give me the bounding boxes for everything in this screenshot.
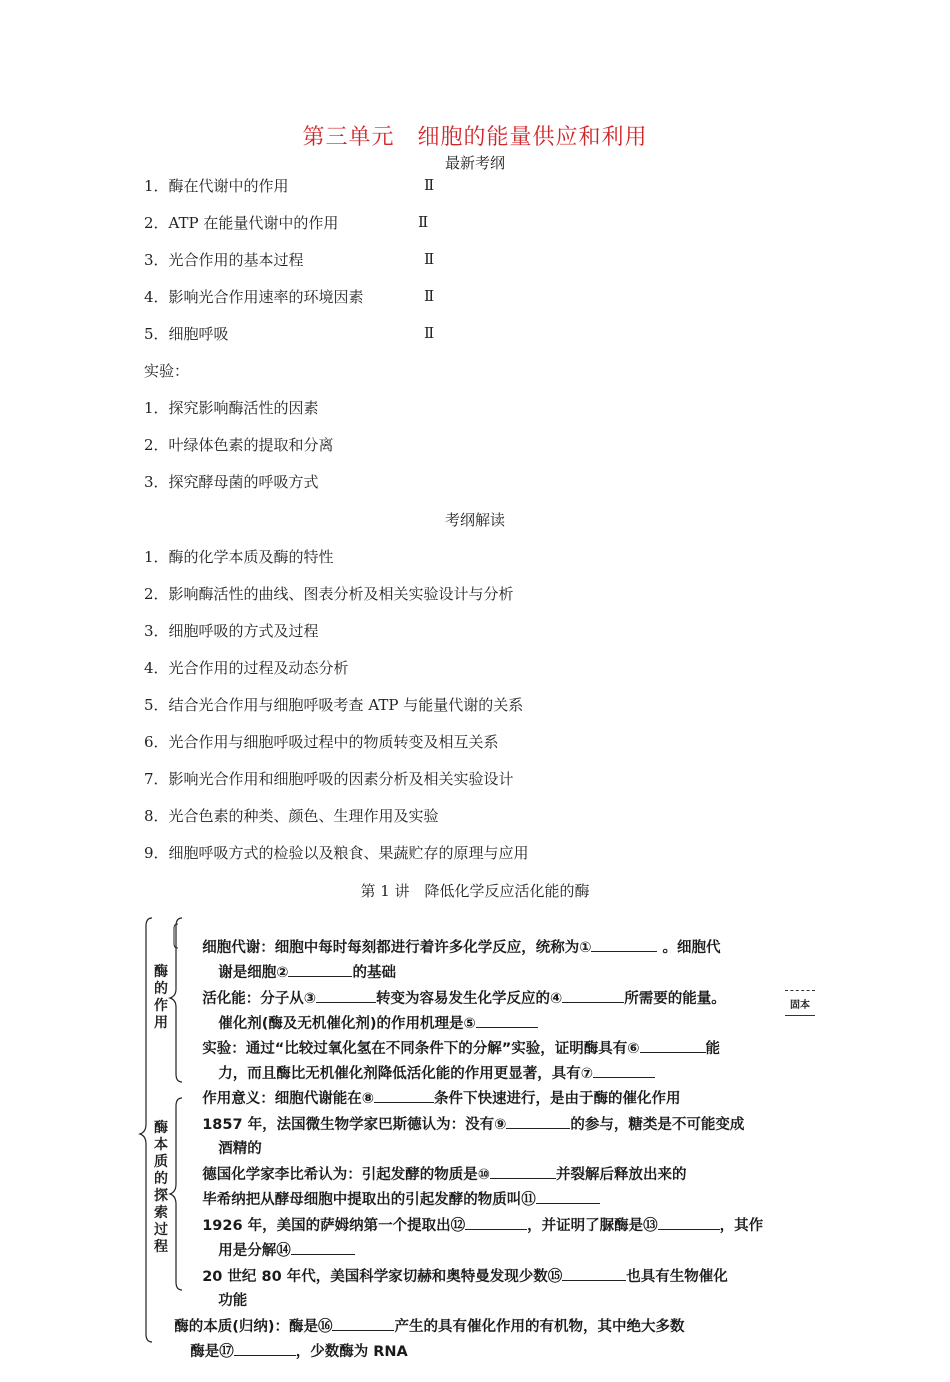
- fill-blank[interactable]: [234, 1341, 296, 1356]
- outline-level: Ⅱ: [424, 176, 435, 194]
- fill-blank[interactable]: [658, 1215, 720, 1230]
- diagram-line: 催化剂(酶及无机催化剂)的作用机理是⑤: [198, 993, 538, 1054]
- outline-level: Ⅱ: [424, 287, 435, 305]
- diagram-line: 酶的本质(归纳)：酶是⑯ 产生的具有催化作用的有机物，其中绝大多数: [154, 1296, 684, 1357]
- diagram-line: 谢是细胞② 的基础: [198, 942, 396, 1003]
- outline-level: Ⅱ: [418, 213, 429, 231]
- interpretation-item: 6．光合作用与细胞呼吸过程中的物质转变及相互关系: [144, 733, 499, 751]
- diagram-line: 力，而且酶比无机催化剂降低活化能的作用更显著，具有⑦: [198, 1043, 655, 1104]
- interpretation-item: 3．细胞呼吸的方式及过程: [144, 622, 319, 640]
- interpretation-heading: 考纲解读: [444, 511, 505, 529]
- fill-blank[interactable]: [506, 1114, 570, 1129]
- experiment-item: 2．叶绿体色素的提取和分离: [144, 436, 334, 454]
- outline-item: 2．ATP 在能量代谢中的作用: [144, 214, 339, 232]
- page-title: 第三单元 细胞的能量供应和利用: [302, 125, 648, 150]
- diagram-line: 德国化学家李比希认为：引起发酵的物质是⑩ 并裂解后释放出来的: [182, 1144, 686, 1205]
- outline-item: 5．细胞呼吸: [144, 325, 229, 343]
- diagram-line: 1857 年，法国微生物学家巴斯德认为：没有⑨ 的参与，糖类是不可能变成: [182, 1094, 744, 1155]
- diagram-line: 酒精的: [218, 1141, 262, 1157]
- diagram-line: 活化能：分子从③ 转变为容易发生化学反应的④ 所需要的能量。: [182, 968, 726, 1029]
- diagram-line: 细胞代谢：细胞中每时每刻都进行着许多化学反应，统称为① 。细胞代: [182, 917, 721, 978]
- group-label-enzyme-essence: 酶本质的探索过程: [154, 1120, 168, 1255]
- side-tag-text: 固本: [790, 1000, 810, 1011]
- diagram-line: 实验：通过“比较过氧化氢在不同条件下的分解”实验，证明酶具有⑥ 能: [182, 1018, 720, 1079]
- experiment-item: 1．探究影响酶活性的因素: [144, 399, 319, 417]
- lecture-title: 第 1 讲 降低化学反应活化能的酶: [360, 882, 590, 900]
- interpretation-item: 9．细胞呼吸方式的检验以及粮食、果蔬贮存的原理与应用: [144, 844, 529, 862]
- outline-item: 3．光合作用的基本过程: [144, 251, 304, 269]
- outline-level: Ⅱ: [424, 250, 435, 268]
- interpretation-item: 1．酶的化学本质及酶的特性: [144, 548, 334, 566]
- outline-item: 4．影响光合作用速率的环境因素: [144, 288, 364, 306]
- diagram-line: 酶是⑰ ，少数酶为 RNA: [170, 1321, 408, 1382]
- outline-heading: 最新考纲: [444, 154, 505, 172]
- fill-blank[interactable]: [562, 988, 624, 1003]
- experiment-item: 3．探究酵母菌的呼吸方式: [144, 473, 319, 491]
- experiment-label: 实验：: [144, 362, 190, 380]
- interpretation-item: 7．影响光合作用和细胞呼吸的因素分析及相关实验设计: [144, 770, 514, 788]
- diagram-line: 1926 年，美国的萨姆纳第一个提取出⑫ ，并证明了脲酶是⑬ ，其作: [182, 1195, 763, 1256]
- interpretation-item: 8．光合色素的种类、颜色、生理作用及实验: [144, 807, 439, 825]
- fill-blank[interactable]: [591, 937, 657, 952]
- interpretation-item: 5．结合光合作用与细胞呼吸考查 ATP 与能量代谢的关系: [144, 696, 524, 714]
- diagram-line: 功能: [218, 1293, 248, 1309]
- diagram-line: 作用意义：细胞代谢能在⑧ 条件下快速进行，是由于酶的催化作用: [182, 1068, 680, 1129]
- group-label-enzyme-function: 酶的作用: [154, 964, 168, 1031]
- interpretation-item: 4．光合作用的过程及动态分析: [144, 659, 349, 677]
- diagram-line: 用是分解⑭: [198, 1220, 355, 1281]
- outline-item: 1．酶在代谢中的作用: [144, 177, 289, 195]
- fill-blank[interactable]: [562, 1266, 626, 1281]
- interpretation-item: 2．影响酶活性的曲线、图表分析及相关实验设计与分析: [144, 585, 514, 603]
- side-tag: [785, 990, 815, 1016]
- fill-blank[interactable]: [465, 1215, 527, 1230]
- outline-level: Ⅱ: [424, 324, 435, 342]
- diagram-line: 20 世纪 80 年代，美国科学家切赫和奥特曼发现少数⑮ 也具有生物催化: [182, 1246, 728, 1307]
- diagram-line: 毕希纳把从酵母细胞中提取出的引起发酵的物质叫⑪: [182, 1169, 600, 1230]
